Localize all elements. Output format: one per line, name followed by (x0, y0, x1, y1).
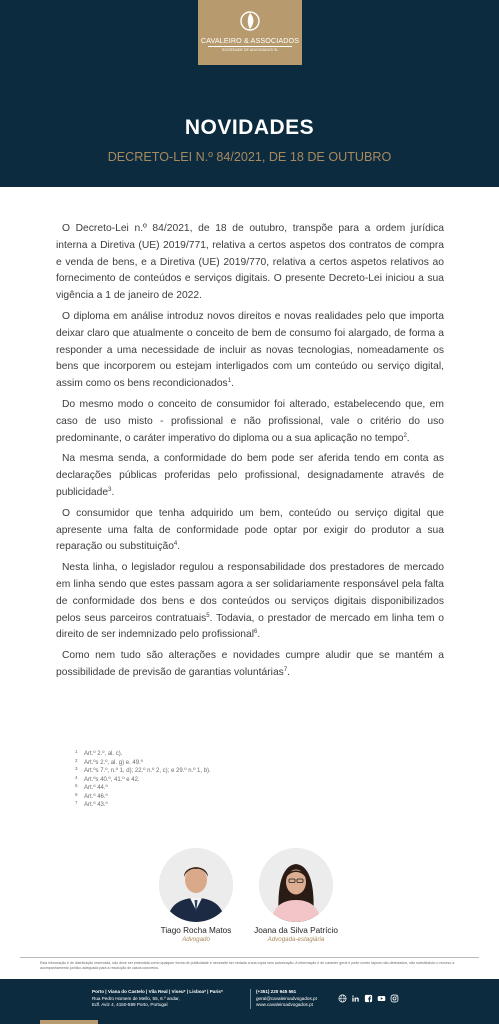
footnote-ref[interactable]: 1 (227, 378, 232, 385)
footer-accent-bar (40, 1020, 98, 1024)
footnote-text: Art.º 44.º (84, 785, 108, 791)
disclaimer-text: Esta informação é de distribuição reservada, não deve ser entendida como qualquer forma de publicidade e necessite ser vedada a sua cópia sem autorização. A informação é de carácter geral e pode conter lapsos não detectados, não substituindo o recurso a acompanhamento jurídico adequado para a resolução de casos concretos. (40, 961, 455, 970)
footnote-number: 1 (75, 749, 78, 754)
paragraph (56, 221, 444, 305)
footer-contact-block (250, 989, 340, 1009)
footnote-ref[interactable]: 3 (108, 486, 112, 493)
paragraph-text: O Decreto-Lei n.º 84/2021, de 18 de outubro, transpõe para a ordem jurídica interna a Diretiva (UE) 2019/771, relativa a certos aspetos dos contratos de compra e venda de bens, e a Diretiva (UE) 2019/770, relativa a certos aspetos relativos ao fornecimento de conteúdos e serviços digitais. O presente Decreto-Lei iniciou a sua vigência a 1 de janeiro de 2022. (56, 223, 444, 302)
footer-address-block (92, 989, 252, 1009)
youtube-icon[interactable] (377, 994, 386, 1003)
phone-number[interactable]: (+351) 220 945 561 (256, 989, 297, 994)
author-name: Tiago Rocha Matos (160, 926, 232, 935)
footnote-number: 7 (75, 800, 78, 805)
footnote-item (75, 784, 375, 793)
logo[interactable] (198, 0, 302, 65)
divider (20, 957, 479, 958)
paragraph: O diploma em análise introduz novos direitos e novas realidades pelo que importa deixar claro que atualmente o conceito de bem de consumo foi alargado, de forma a responder a uma necessidade de incluir as novas tecnologias, nomeadamente os bens que incorporem ou estejam interligados com um conteúdo ou serviço digital, assim como os bens recondicionados$^1$. (56, 310, 444, 390)
paragraph-text: Nesta linha, o legislador regulou a responsabilidade dos prestadores de mercado em linha sendo que estes passam agora a ser solidariamente responsável pela falta de conformidade dos bens e dos conteúdos ou serviços digitais disponibilizados pelos seus parceiros contratuais (56, 562, 444, 624)
footnote-ref[interactable]: 5 (206, 612, 210, 619)
author-card[interactable] (231, 848, 361, 943)
paragraph: Do mesmo modo o conceito de consumidor foi alterado, estabelecendo que, em caso de uso misto - profissional e não profissional, vale o critério do uso predominante, o caráter imperativo do diploma ou a sua aplicação no tempo$^2$. (56, 398, 444, 444)
email-link[interactable]: geral@cavaleiroadvogados.pt (256, 995, 317, 1001)
instagram-icon[interactable] (390, 994, 399, 1003)
footnote-ref[interactable]: 7 (283, 666, 288, 673)
man-portrait-icon (159, 848, 233, 922)
footnote-text: Art.º 46.º (84, 793, 108, 800)
footnote-number: 2 (75, 757, 78, 763)
paragraph: O consumidor que tenha adquirido um bem, conteúdo ou serviço digital que apresente uma falta de conformidade pode optar por exigir do produtor a sua reparação ou substituição$^4$. (56, 507, 444, 553)
facebook-icon[interactable] (364, 994, 373, 1003)
paragraph-text: O consumidor que tenha adquirido um bem, conteúdo ou serviço digital que apresente uma falta de conformidade pode optar por exigir do produtor a sua reparação ou substituição (56, 507, 444, 553)
footnote-item (75, 759, 375, 768)
social-links (338, 994, 399, 1004)
footnote-item (75, 801, 375, 810)
website-link[interactable]: www.cavaleiroadvogados.pt (256, 1002, 313, 1008)
linkedin-icon[interactable] (351, 994, 360, 1003)
paragraph: Como nem tudo são alterações e novidades cumpre aludir que se mantém a possibilidade de previsão de garantias voluntárias$^7$. (56, 650, 444, 678)
paragraph-text: Na mesma senda, a conformidade do bem pode ser aferida tendo em conta as declarações públicas proferidas pelo profissional, designadamente através de publicidade (56, 453, 444, 498)
footnote-text: Art.ºs 7.º, n.º 1, d); 22.º n.º 2, c); e 29.º n.º 1, b). (84, 768, 211, 774)
paragraph: Nesta linha, o legislador regulou a responsabilidade dos prestadores de mercado em linha sendo que estes passam agora a ser solidariamente responsável pela falta de conformidade dos bens e dos conteúdos ou serviços digitais disponibilizados pelos seus parceiros contratuais$^5$. Todavia, o prestador de mercado em linha tem o direito de ser indemnizado pelo profissional$^6$. (56, 562, 444, 641)
footnote-number: 6 (75, 791, 78, 797)
logo-tagline: SOCIEDADE DE ADVOGADOS SL (208, 46, 292, 52)
footnote-number: 3 (75, 766, 78, 771)
author-role: Advogada-estagiária (267, 936, 325, 943)
paragraph: Na mesma senda, a conformidade do bem pode ser aferida tendo em conta as declarações públicas proferidas pelo profissional, designadamente através de publicidade$^3$. (56, 453, 444, 498)
footnote-item (75, 776, 375, 785)
footnote-number: 5 (75, 783, 78, 788)
footnote-text: Art.ºs 40.º, 41.º e 42. (84, 776, 140, 783)
paragraph-text: O diploma em análise introduz novos direitos e novas realidades pelo que importa deixar claro que atualmente o conceito de bem de consumo foi alargado, de forma a responder a uma necessidade de incluir as novas tecnologias, nomeadamente os bens que incorporem ou estejam interligados com um conteúdo ou serviço digital, assim como os bens recondicionados (56, 310, 444, 390)
author-role: Advogado (182, 936, 210, 943)
author-name: Joana da Silva Patrício (254, 926, 338, 935)
address-line: Rua Pedro Homem de Mello, 55, 6.º andar, (92, 995, 180, 1001)
avatar (259, 848, 333, 922)
footnote-item (75, 750, 375, 759)
paragraph-text: Como nem tudo são alterações e novidades cumpre aludir que se mantém a possibilidade de previsão de garantias voluntárias (56, 650, 444, 678)
footnotes-list (75, 750, 375, 810)
article-body (56, 221, 444, 686)
paragraph-text: Do mesmo modo o conceito de consumidor foi alterado, estabelecendo que, em caso de uso misto - profissional e não profissional, vale o critério do uso predominante, o caráter imperativo do diploma ou a sua aplicação no tempo (56, 398, 444, 444)
footnote-ref[interactable]: 4 (173, 541, 178, 548)
office-locations: Porto | Viana do Castelo | Vila Real | Viseu* | Lisboa* | Paris* (92, 989, 223, 994)
avatar (159, 848, 233, 922)
footnote-text: Art.ºs 2.º, al. g) e. 49.º (84, 759, 143, 766)
address-line: Edf. Aviz 4, 4150-599 Porto, Portugal (92, 1002, 168, 1008)
footnote-text: Art.º 2.º, al. c). (84, 751, 123, 757)
paragraph-text: Todavia, o prestador de mercado em linha tem o direito de ser indemnizado pelo profissional (56, 612, 444, 641)
footnote-item (75, 793, 375, 802)
footnote-text: Art.º 43.º (84, 802, 108, 808)
page-subtitle: DECRETO-LEI N.º 84/2021, DE 18 DE OUTUBRO (107, 150, 392, 164)
woman-portrait-icon (259, 848, 333, 922)
footnote-number: 4 (75, 774, 78, 780)
footnote-ref[interactable]: 2 (403, 432, 407, 439)
globe-icon[interactable] (338, 994, 347, 1003)
logo-name: CAVALEIRO & ASSOCIADOS (200, 36, 300, 45)
footnote-item (75, 767, 375, 776)
footer (0, 979, 499, 1024)
header-banner (0, 0, 499, 187)
page-title: NOVIDADES (184, 116, 315, 139)
horse-logo-icon (238, 9, 262, 33)
footnote-ref[interactable]: 6 (254, 629, 258, 636)
